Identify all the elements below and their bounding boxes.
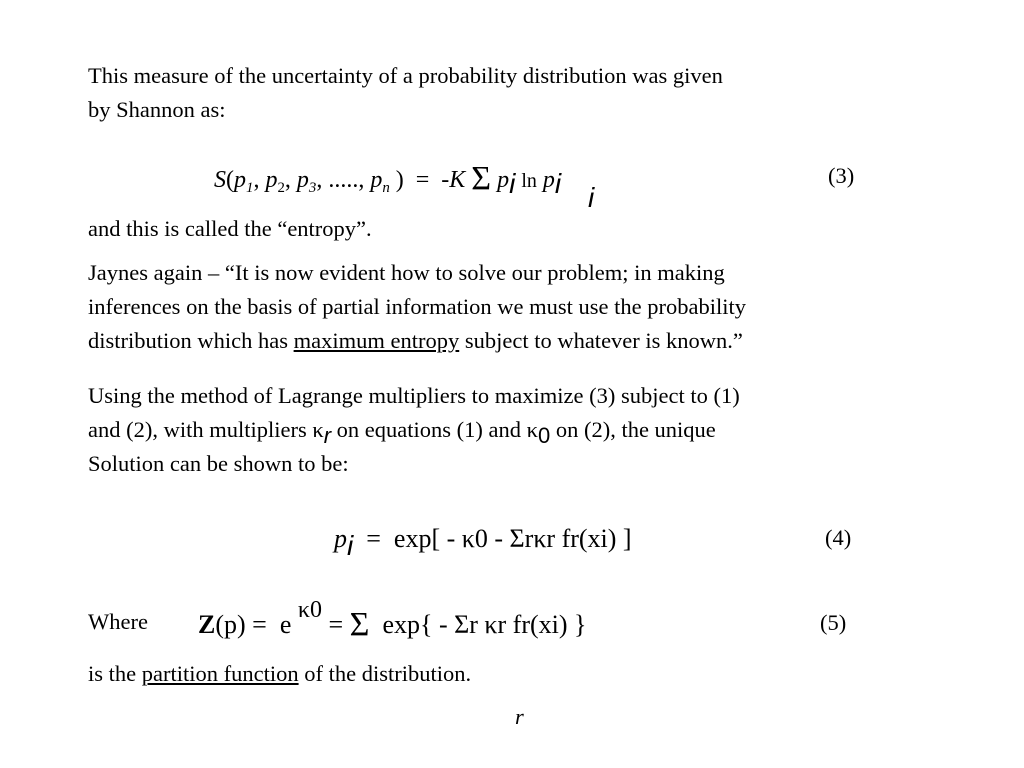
eq4-p-sub: i xyxy=(347,530,354,561)
eq5-sigma: Σ xyxy=(349,606,370,643)
eq5-Z-args: (p) xyxy=(215,610,246,639)
jaynes-line-1: Jaynes again – “It is now evident how to solve our problem; in making xyxy=(88,260,725,285)
eq5-e: e xyxy=(279,610,292,639)
eq4-equals: = xyxy=(366,524,381,553)
intro-line-2: by Shannon as: xyxy=(88,97,226,122)
eq3-ln: ln xyxy=(521,170,537,192)
jaynes-paragraph xyxy=(88,256,948,358)
entropy-paragraph xyxy=(88,212,948,246)
jaynes-line-3-after: subject to whatever is known.” xyxy=(459,328,743,353)
kappa-r-symbol: κ xyxy=(312,417,324,442)
lagrange-line-2b: on equations (1) and xyxy=(331,417,527,442)
equation-4 xyxy=(334,524,632,561)
partition-after: of the distribution. xyxy=(298,661,472,686)
eq5-equals-1: = xyxy=(252,610,267,639)
partition-paragraph xyxy=(88,657,948,691)
lagrange-line-2a: and (2), with multipliers xyxy=(88,417,313,442)
lagrange-line-3: Solution can be shown to be: xyxy=(88,451,349,476)
jaynes-line-2: inferences on the basis of partial information we must use the probability xyxy=(88,294,746,319)
entropy-line: and this is called the “entropy”. xyxy=(88,216,372,241)
lagrange-line-1: Using the method of Lagrange multipliers to maximize (3) subject to (1) xyxy=(88,383,740,408)
equation-5 xyxy=(198,597,587,643)
eq4-p: p xyxy=(334,524,347,553)
eq5-where: Where xyxy=(88,609,148,634)
partition-function-term: partition function xyxy=(141,661,299,686)
intro-paragraph xyxy=(88,59,948,127)
eq3-p2: p xyxy=(542,167,555,193)
eq3-equals: = xyxy=(415,167,430,193)
lagrange-line-2c: on (2), the unique xyxy=(550,417,716,442)
kappa-r-sub: r xyxy=(323,423,332,448)
eq5-kappa0-sup: κ0 xyxy=(297,597,322,623)
maximum-entropy-term: maximum entropy xyxy=(293,328,460,353)
kappa-0-symbol: κ xyxy=(526,417,538,442)
eq5-number: (5) xyxy=(820,610,847,635)
eq5-equals-2: = xyxy=(328,610,344,639)
eq3-sigma: Σ xyxy=(471,160,492,197)
partition-before: is the xyxy=(88,661,142,686)
eq3-number: (3) xyxy=(828,163,855,188)
equation-3: $S(p_1$, $p_2$, $p_3$, ....., $p_n$ ) = -K Σ pi ln pi xyxy=(214,160,562,199)
eq4-number: (4) xyxy=(825,525,852,550)
kappa-0-sub: 0 xyxy=(537,423,551,448)
eq3-p: p xyxy=(497,167,510,193)
eq4-body: exp[ - κ0 - Σrκr fr(xi) ] xyxy=(393,524,632,553)
eq5-sum-index: r xyxy=(515,704,524,729)
intro-line-1: This measure of the uncertainty of a probability distribution was given xyxy=(88,63,723,88)
eq3-K: -K xyxy=(441,167,466,193)
eq5-body: exp{ - Σr κr fr(xi) } xyxy=(382,610,587,639)
jaynes-line-3-before: distribution which has xyxy=(88,328,294,353)
eq5-Z: Z xyxy=(198,610,216,639)
eq3-p2-sub: i xyxy=(554,168,562,199)
eq3-S: S xyxy=(214,167,226,193)
eq3-sum-index: i xyxy=(588,182,595,213)
lagrange-paragraph xyxy=(88,379,948,481)
eq3-p-sub: i xyxy=(509,168,516,199)
